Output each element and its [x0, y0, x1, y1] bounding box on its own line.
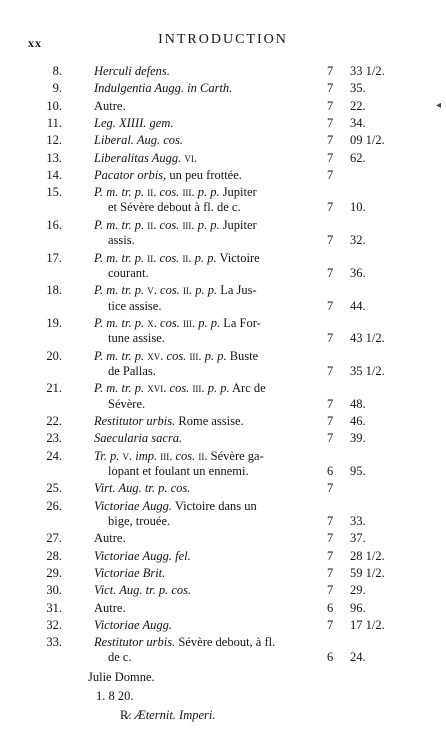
entry-value-decigrams: 35. [350, 81, 366, 96]
text-run: P. m. tr. p. [94, 283, 145, 298]
text-run: un peu frottée. [166, 167, 242, 182]
text-run: ii. [195, 448, 211, 463]
text-run: Buste [226, 348, 259, 363]
entry-value-decigrams: 59 1/2. [350, 565, 385, 580]
entry-text [94, 185, 257, 200]
text-run: p. p. [194, 250, 217, 265]
entry-value-grams: 7 [327, 617, 334, 632]
text-run: p. p. [197, 217, 220, 232]
entry-text [94, 99, 126, 114]
text-run: Vict. Aug. tr. p. cos. [94, 583, 192, 598]
entry-number: 11. [46, 115, 62, 130]
margin-dot-mark: ◂ [436, 100, 442, 111]
page-number: xx [28, 36, 42, 50]
entry-value-grams: 6 [327, 463, 334, 478]
text-run: cos. [166, 348, 187, 363]
entry-number: 20. [46, 348, 62, 363]
entry-value-decigrams: 39. [350, 431, 366, 446]
entry-value-decigrams: 28 1/2. [350, 548, 385, 563]
entry-number: 30. [46, 583, 62, 598]
text-run: cos. [160, 315, 180, 330]
entry-number: 18. [46, 283, 62, 298]
text-run: Restitutor urbis. [94, 414, 176, 428]
text-run: iii. [179, 315, 199, 330]
text-run: Victoriae Augg. [94, 617, 172, 632]
text-run: Victoriae Augg. [94, 498, 172, 513]
entry-number: 25. [46, 481, 62, 496]
text-run: Liberal. Aug. cos. [94, 133, 184, 148]
text-run: P. m. tr. p. [94, 315, 145, 330]
text-run: Saecularia sacra. [94, 431, 183, 446]
entry-value-decigrams: 34. [350, 115, 366, 130]
entry-value-grams: 7 [327, 565, 334, 580]
entry-text-continued [108, 299, 161, 314]
entry-number: 32. [46, 617, 62, 632]
entry-value-grams: 7 [327, 548, 334, 563]
entry-value-decigrams: 43 1/2. [350, 331, 385, 346]
entry-value-decigrams: 24. [350, 650, 366, 665]
entry-text [94, 635, 275, 650]
text-run: ii. [179, 250, 195, 265]
reverse-prefix: R̷. [120, 707, 132, 722]
text-run: iii. [179, 185, 198, 200]
entry-text-continued [108, 266, 149, 281]
entry-value-grams: 7 [327, 265, 334, 280]
entry-value-grams: 7 [327, 64, 334, 78]
entry-text [94, 218, 257, 233]
text-run: Restitutor urbis. [94, 635, 176, 650]
text-run: cos. [160, 283, 180, 298]
entry-text [94, 583, 191, 598]
text-run: assis. [108, 233, 135, 248]
entry-number: 12. [46, 133, 62, 148]
entry-value-decigrams: 46. [350, 414, 366, 428]
entry-text [94, 133, 183, 148]
entry-value-grams: 6 [327, 650, 334, 665]
text-run: Rome assise. [175, 414, 244, 428]
entry-text [94, 549, 191, 564]
entry-value-grams: 7 [327, 331, 334, 346]
entry-value-grams: 7 [327, 531, 334, 546]
text-run: p. p. [195, 283, 218, 298]
entry-number: 26. [46, 498, 62, 513]
entry-value-grams: 7 [327, 81, 334, 96]
entry-text [94, 566, 165, 581]
text-run: La Jus- [217, 283, 257, 298]
text-run: Victoriae Brit. [94, 565, 166, 580]
entry-number: 24. [46, 448, 62, 463]
entry-value-decigrams: 29. [350, 583, 366, 598]
entry-value-decigrams: 10. [350, 200, 366, 215]
text-run: tice assise. [108, 298, 162, 313]
entry-text [94, 251, 260, 266]
entry-number: 9. [52, 81, 62, 96]
entry-number: 13. [46, 150, 62, 165]
text-run: Leg. XIIII. gem. [94, 115, 174, 130]
text-run: Herculi defens. [94, 64, 170, 78]
entry-number: 27. [46, 531, 62, 546]
entry-text [94, 601, 126, 616]
text-run: cos. [159, 217, 180, 232]
text-run: Pacator orbis, [94, 167, 167, 182]
text-run: Autre. [94, 531, 126, 546]
text-run: ii. [144, 250, 160, 265]
entry-value-decigrams: 33. [350, 513, 366, 528]
entry-text [94, 168, 242, 183]
text-run: P. m. tr. p. [94, 381, 145, 396]
entry-number: 22. [46, 414, 62, 428]
text-run: iii. [179, 217, 198, 232]
entry-value-grams: 7 [327, 150, 334, 165]
text-run: ii. [144, 217, 160, 232]
entry-value-grams: 7 [327, 133, 334, 148]
text-run: P. m. tr. p. [94, 185, 145, 200]
text-run: P. m. tr. p. [94, 348, 145, 363]
text-run: lopant et foulant un ennemi. [108, 463, 249, 478]
entry-number: 10. [46, 98, 62, 113]
text-run: Indulgentia Augg. in Carth. [94, 81, 233, 96]
text-run: v. [144, 283, 161, 298]
text-run: Victoire [216, 250, 260, 265]
text-run: Autre. [94, 98, 126, 113]
entry-text-continued [108, 514, 170, 529]
sub-heading: Julie Domne. [88, 669, 155, 684]
entry-value-grams: 7 [327, 396, 334, 411]
entry-value-decigrams: 32. [350, 233, 366, 248]
text-run: P. m. tr. p. [94, 217, 145, 232]
entry-value-decigrams: 22. [350, 98, 366, 113]
text-run: ii. [179, 283, 196, 298]
entry-value-decigrams: 33 1/2. [350, 64, 385, 78]
text-run: cos. [175, 448, 196, 463]
entry-text-continued [108, 650, 132, 665]
entry-number: 14. [46, 167, 62, 182]
reverse-text: Æternit. Imperi. [134, 707, 216, 722]
text-run: de Pallas. [108, 363, 156, 378]
entry-number: 19. [46, 315, 62, 330]
entry-text [94, 316, 261, 331]
text-run: et Sévère debout à fl. de c. [108, 200, 241, 215]
entry-number: 15. [46, 185, 62, 200]
entry-text [94, 499, 257, 514]
text-run: de c. [108, 650, 132, 665]
entry-text [94, 381, 266, 396]
text-run: Sévère debout, à fl. [175, 635, 276, 650]
text-run: tune assise. [108, 331, 165, 346]
entry-number: 17. [46, 250, 62, 265]
entry-text [94, 449, 264, 464]
entry-text-continued [108, 464, 249, 479]
entry-value-decigrams: 36. [350, 265, 366, 280]
entry-text [94, 618, 172, 633]
entry-number: 23. [46, 431, 62, 446]
entry-text [94, 151, 197, 166]
text-run: cos. [159, 250, 180, 265]
entry-value-decigrams: 48. [350, 396, 366, 411]
entry-number: 8. [52, 64, 62, 78]
entry-text [94, 81, 232, 96]
text-run: bige, trouée. [108, 513, 171, 528]
entry-value-decigrams: 44. [350, 298, 366, 313]
entry-value-decigrams: 17 1/2. [350, 617, 385, 632]
text-run: Autre. [94, 600, 126, 615]
text-run: iii. [189, 381, 208, 396]
text-run: p. p. [204, 348, 227, 363]
entry-number: 28. [46, 548, 62, 563]
text-run: ii. [144, 185, 160, 200]
text-run: Jupiter [219, 185, 257, 200]
text-run: Liberalitas Augg. [94, 150, 182, 165]
page-title: INTRODUCTION [158, 32, 288, 47]
entry-text [94, 64, 170, 79]
text-run: cos. [159, 185, 180, 200]
text-run: cos. [169, 381, 190, 396]
text-run: P. m. tr. p. [94, 250, 145, 265]
entry-number: 33. [46, 635, 62, 650]
entry-text [94, 481, 190, 496]
text-run: Sévère ga- [210, 448, 264, 463]
text-run: Sévère. [108, 396, 146, 411]
entry-value-grams: 7 [327, 431, 334, 446]
entry-value-grams: 6 [327, 600, 334, 615]
entry-value-grams: 7 [327, 200, 334, 215]
text-run: p. p. [207, 381, 230, 396]
entry-value-decigrams: 62. [350, 150, 366, 165]
entry-value-grams: 7 [327, 481, 334, 496]
text-run: courant. [108, 265, 149, 280]
entry-value-decigrams: 37. [350, 531, 366, 546]
entry-value-decigrams: 96. [350, 600, 366, 615]
entry-value-grams: 7 [327, 513, 334, 528]
entry-text-continued [108, 331, 165, 346]
text-run: xv. [144, 348, 167, 363]
text-run: Arc de [229, 381, 266, 396]
text-run: vi. [181, 150, 198, 165]
entry-number: 29. [46, 565, 62, 580]
entry-value-grams: 7 [327, 167, 334, 182]
entry-text [94, 531, 126, 546]
entry-value-decigrams: 95. [350, 463, 366, 478]
entry-value-grams: 7 [327, 583, 334, 598]
entry-number: 16. [46, 217, 62, 232]
entry-text [94, 349, 258, 364]
reverse-line [120, 708, 216, 723]
entry-value-grams: 7 [327, 414, 334, 428]
text-run: v. [119, 448, 136, 463]
entry-text-continued [108, 200, 241, 215]
text-run: Jupiter [219, 217, 257, 232]
text-run: Virt. Aug. tr. p. cos. [94, 481, 191, 496]
entry-value-decigrams: 09 1/2. [350, 133, 385, 148]
entry-text [94, 116, 174, 131]
sub-line: 1. 8 20. [96, 688, 134, 703]
entry-text [94, 414, 244, 429]
text-run: iii. [157, 448, 176, 463]
entry-value-decigrams: 35 1/2. [350, 363, 385, 378]
entry-value-grams: 7 [327, 298, 334, 313]
entry-number: 31. [46, 600, 62, 615]
entry-number: 21. [46, 381, 62, 396]
text-run: imp. [135, 448, 158, 463]
entry-text-continued [108, 364, 156, 379]
text-run: Victoriae Augg. fel. [94, 548, 191, 563]
entry-text [94, 431, 182, 446]
text-run: p. p. [197, 185, 220, 200]
text-run: xvi. [144, 381, 170, 396]
text-run: x. [144, 315, 161, 330]
entry-value-grams: 7 [327, 98, 334, 113]
text-run: Victoire dans un [172, 498, 257, 513]
entry-value-grams: 7 [327, 363, 334, 378]
text-run: p. p. [198, 315, 221, 330]
text-run: Tr. p. [94, 448, 120, 463]
entry-value-grams: 7 [327, 115, 334, 130]
entry-text [94, 283, 257, 298]
entry-value-grams: 7 [327, 233, 334, 248]
entry-text-continued [108, 233, 135, 248]
text-run: iii. [186, 348, 205, 363]
text-run: La For- [220, 315, 261, 330]
entry-text-continued [108, 397, 145, 412]
